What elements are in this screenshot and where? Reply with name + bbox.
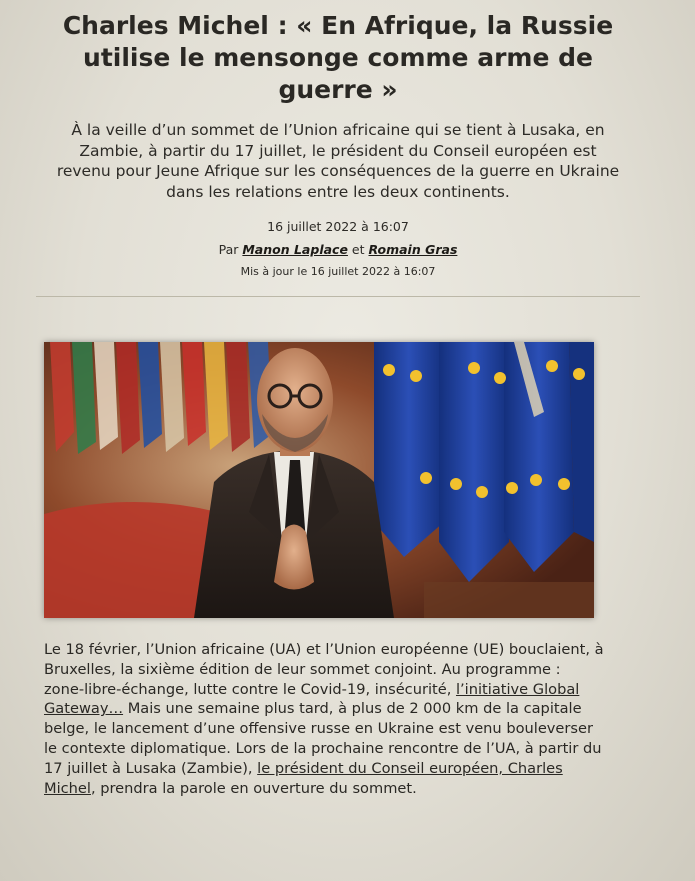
article-title: Charles Michel : « En Afrique, la Russie utilise le mensonge comme arme de guerre » [62,11,614,104]
photo-illustration [44,342,594,618]
publish-date: 16 juillet 2022 à 16:07 [267,219,409,234]
body-text-part-1: Le 18 février, l’Union africaine (UA) et l’Union européenne (UE) bouclaient, à Bruxelles, la sixième édition de leur sommet conjoint. Au programme : zone-libre-échange, lutte contre le Covid-19, insécurité, [44,641,604,698]
article-header [28,10,648,297]
byline [28,238,648,262]
article-body [44,640,604,798]
author-link-1[interactable]: Manon Laplace [242,242,348,257]
article-meta [28,216,648,282]
body-text-part-2: Mais une semaine plus tard, à plus de 2 000 km de la capitale belge, le lancement d’une offensive russe en Ukraine est venu bouleverser le contexte diplomatique. Lors de la prochaine rencontre de l’UA, à partir du 17 juillet à Lusaka (Zambie), [44,700,602,777]
divider [36,296,640,297]
byline-and: et [351,242,365,257]
article-lead: À la veille d’un sommet de l’Union africaine qui se tient à Lusaka, en Zambie, à partir du 17 juillet, le président du Conseil européen est revenu pour Jeune Afrique sur les conséquences de la guerre en Ukraine dans les relations entre les deux continents. [56,121,620,201]
author-link-2[interactable]: Romain Gras [368,242,458,257]
global-gateway-link[interactable]: l’initiative Global Gateway… [44,680,580,718]
article-photo [44,342,594,618]
byline-prefix: Par [218,242,239,257]
updated-date: Mis à jour le 16 juillet 2022 à 16:07 [240,265,436,278]
body-text-part-3: , prendra la parole en ouverture du sommet. [90,779,417,797]
charles-michel-link[interactable]: le président du Conseil européen, Charles Michel [44,759,563,797]
